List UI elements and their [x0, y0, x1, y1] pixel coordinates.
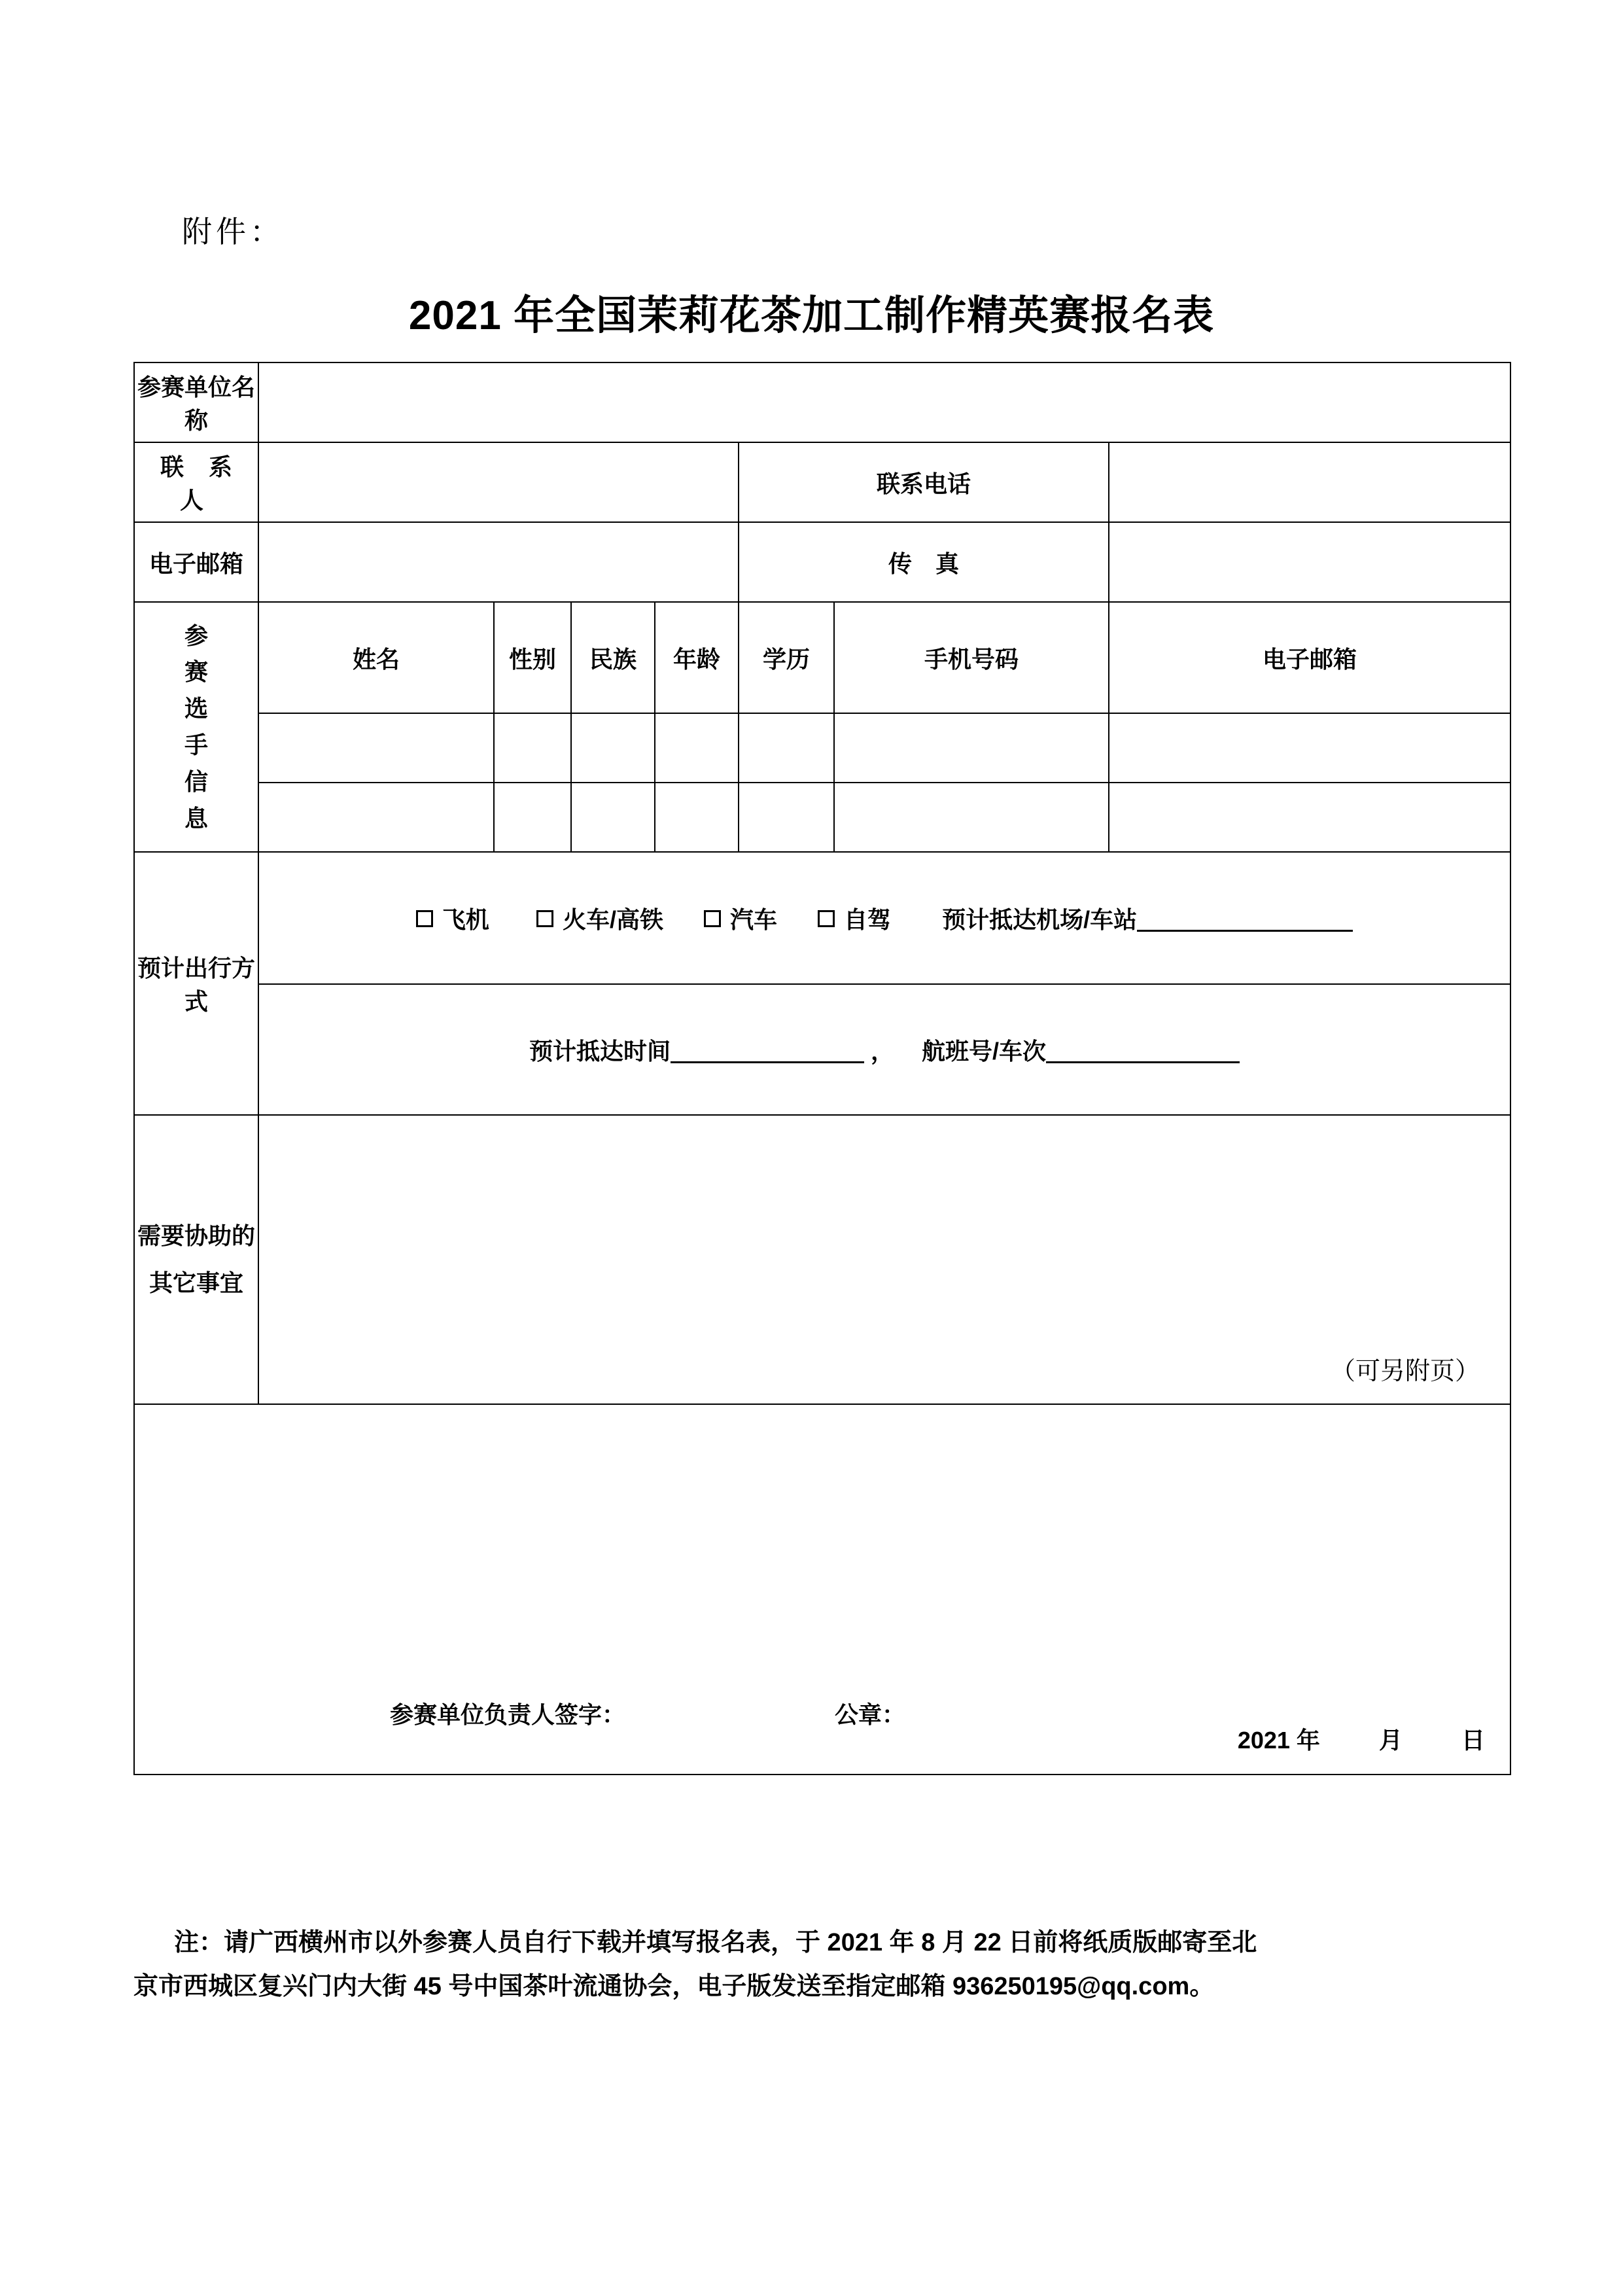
player-info-char-3: 选	[184, 695, 208, 722]
footer-note-line-1: 注：请广西横州市以外参赛人员自行下载并填写报名表，于 2021 年 8 月 22 日前将纸质版邮寄至北	[174, 1929, 1257, 1956]
column-header-ethnicity: 民族	[571, 602, 655, 713]
arrival-time-input[interactable]	[671, 1039, 864, 1063]
player-2-name-cell[interactable]	[258, 783, 494, 852]
assistance-label	[134, 1115, 258, 1404]
travel-inner-table	[259, 853, 1510, 1114]
column-header-age: 年龄	[655, 602, 739, 713]
travel-options-line	[259, 853, 1510, 984]
option-label-train: 火车/高铁	[562, 906, 663, 933]
table-row-player-1	[134, 713, 1510, 783]
assistance-label-line-1: 需要协助的	[137, 1222, 255, 1249]
unit-name-label: 参赛单位名称	[134, 362, 258, 442]
travel-row-time	[259, 984, 1510, 1114]
assistance-input-cell[interactable]	[258, 1115, 1510, 1404]
assistance-extra-page-note: （可另附页）	[1331, 1358, 1480, 1385]
responsible-person-signature-label[interactable]: 参赛单位负责人签字：	[390, 1701, 626, 1728]
footer-note	[133, 1921, 1514, 2008]
table-row-assistance	[134, 1115, 1510, 1404]
player-2-email-cell[interactable]	[1109, 783, 1510, 852]
registration-form-table	[133, 362, 1511, 1775]
option-label-bus: 汽车	[730, 906, 778, 933]
assistance-label-line-2: 其它事宜	[148, 1269, 243, 1296]
contact-phone-label: 联系电话	[739, 442, 1109, 522]
player-info-char-4: 手	[184, 732, 208, 758]
flight-number-label: 航班号/车次	[922, 1037, 1047, 1065]
player-2-mobile-cell[interactable]	[834, 783, 1109, 852]
flight-number-input[interactable]	[1046, 1039, 1240, 1063]
player-2-ethnicity-cell[interactable]	[571, 783, 655, 852]
fax-label: 传 真	[739, 522, 1109, 602]
table-row-travel	[134, 852, 1510, 1115]
arrival-time-label: 预计抵达时间	[529, 1037, 671, 1065]
player-info-label	[134, 602, 258, 852]
player-info-char-1: 参	[184, 622, 208, 649]
signature-block-cell	[134, 1404, 1510, 1775]
column-header-name: 姓名	[258, 602, 494, 713]
option-label-plane: 飞机	[442, 906, 489, 933]
option-label-selfdrive: 自驾	[844, 906, 892, 933]
player-info-char-5: 信	[184, 768, 208, 795]
travel-method-label: 预计出行方式	[134, 852, 258, 1115]
player-info-char-2: 赛	[184, 658, 208, 686]
travel-row-options	[259, 853, 1510, 984]
player-1-email-cell[interactable]	[1109, 713, 1510, 783]
player-1-education-cell[interactable]	[739, 713, 834, 783]
table-row-unit-name	[134, 362, 1510, 442]
contact-person-label: 联 系 人	[134, 442, 258, 522]
checkbox-train-icon[interactable]	[536, 910, 553, 927]
column-header-education: 学历	[739, 602, 834, 713]
player-info-char-6: 息	[184, 804, 208, 832]
signature-date-month: 月	[1378, 1727, 1403, 1754]
arrival-station-input[interactable]	[1137, 908, 1353, 932]
signature-date	[1238, 1722, 1485, 1756]
column-header-email: 电子邮箱	[1109, 602, 1510, 713]
travel-comma: ，	[871, 1037, 895, 1065]
table-row-player-2	[134, 783, 1510, 852]
table-row-signature	[134, 1404, 1510, 1775]
contact-person-input-cell[interactable]	[258, 442, 739, 522]
official-seal-label[interactable]: 公章：	[835, 1701, 906, 1728]
unit-name-input-cell[interactable]	[258, 362, 1510, 442]
player-1-ethnicity-cell[interactable]	[571, 713, 655, 783]
player-2-age-cell[interactable]	[655, 783, 739, 852]
table-row-contact	[134, 442, 1510, 522]
player-2-education-cell[interactable]	[739, 783, 834, 852]
arrival-station-label: 预计抵达机场/车站	[942, 906, 1138, 933]
signature-date-day: 日	[1461, 1727, 1486, 1754]
player-1-mobile-cell[interactable]	[834, 713, 1109, 783]
column-header-gender: 性别	[494, 602, 571, 713]
table-row-player-header	[134, 602, 1510, 713]
attachment-label: 附件：	[182, 215, 284, 249]
footer-note-line-2: 京市西城区复兴门内大街 45 号中国茶叶流通协会，电子版发送至指定邮箱 936250195@qq.com。	[133, 1972, 1215, 2000]
table-row-email-fax	[134, 522, 1510, 602]
player-1-age-cell[interactable]	[655, 713, 739, 783]
checkbox-selfdrive-icon[interactable]	[818, 910, 835, 927]
player-1-name-cell[interactable]	[258, 713, 494, 783]
fax-input-cell[interactable]	[1109, 522, 1510, 602]
checkbox-plane-icon[interactable]	[416, 910, 433, 927]
player-2-gender-cell[interactable]	[494, 783, 571, 852]
travel-time-line	[259, 984, 1510, 1114]
email-label: 电子邮箱	[134, 522, 258, 602]
contact-phone-input-cell[interactable]	[1109, 442, 1510, 522]
email-input-cell[interactable]	[258, 522, 739, 602]
checkbox-bus-icon[interactable]	[704, 910, 721, 927]
player-1-gender-cell[interactable]	[494, 713, 571, 783]
signature-date-year: 2021 年	[1237, 1727, 1320, 1754]
page-title: 2021 年全国茉莉花茶加工制作精英赛报名表	[408, 293, 1215, 338]
travel-method-content	[258, 852, 1510, 1115]
column-header-mobile: 手机号码	[834, 602, 1109, 713]
